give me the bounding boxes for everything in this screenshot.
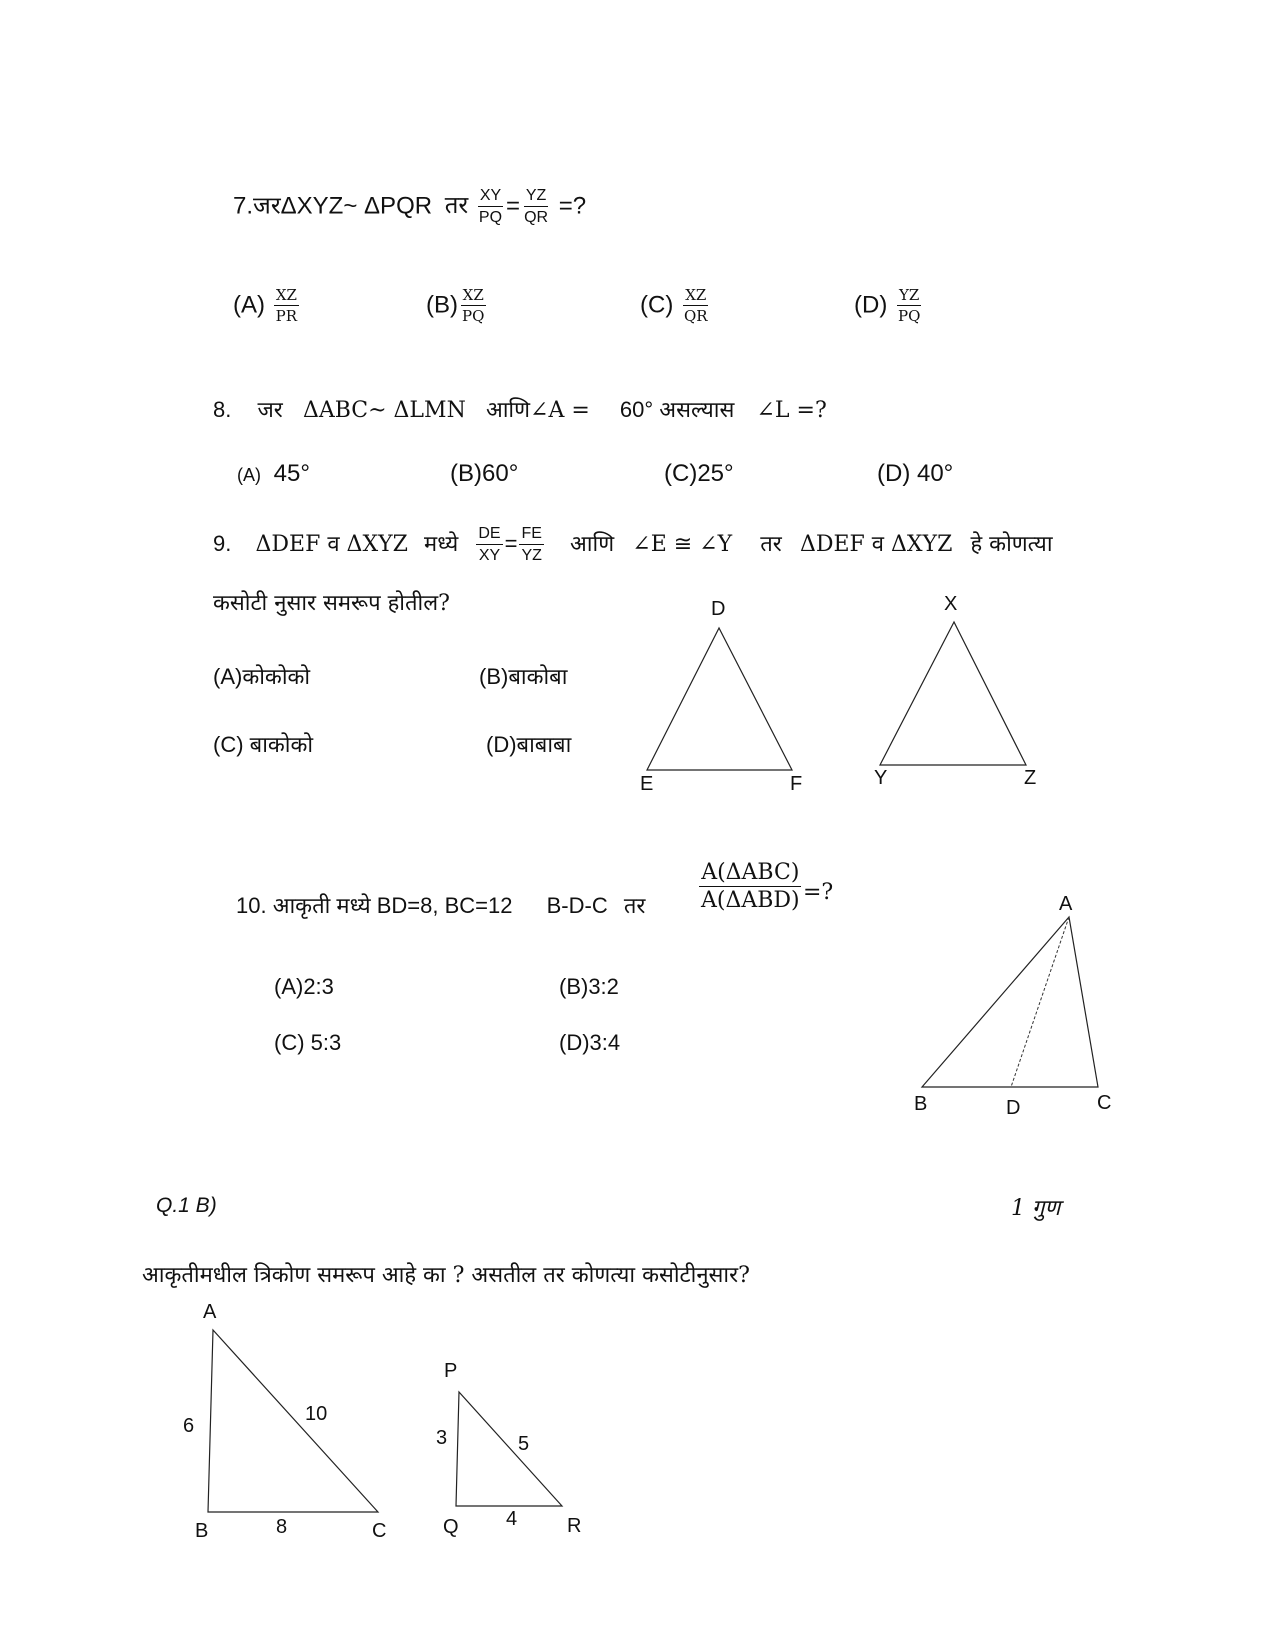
q9-tar: तर [760, 531, 782, 557]
label-b-2: B [195, 1520, 209, 1542]
label-q: Q [443, 1516, 459, 1538]
q10-tar: तर [623, 894, 646, 919]
label-p: P [444, 1360, 458, 1382]
triangle-abc-right [208, 1330, 378, 1512]
q10-frac-num: A(ΔABC) [701, 860, 800, 885]
label-b: B [914, 1093, 928, 1115]
q7-frac2-num: YZ [524, 188, 548, 207]
q10-option-b: (B)3:2 [559, 974, 619, 999]
q10-bdc: B-D-C [546, 893, 608, 918]
q9-madhye: मध्ये [424, 531, 459, 557]
q9-triangles-2: ΔDEF व ΔXYZ [799, 531, 953, 557]
side-qr: 4 [506, 1508, 518, 1530]
q8-option-a-value: 45° [273, 460, 310, 487]
q9-question-line2: कसोटी नुसार समरूप होतील? [213, 591, 450, 616]
q9-frac2-den: YZ [521, 547, 542, 564]
q9-option-b: (B)बाकोबा [479, 664, 568, 689]
side-ab: 6 [183, 1415, 195, 1437]
label-d-mid: D [1006, 1097, 1021, 1119]
label-z: Z [1024, 767, 1037, 789]
q9-triangles: ΔDEF व ΔXYZ [255, 531, 408, 557]
q9-angle-congruence: ∠E ≅ ∠Y [632, 531, 733, 557]
marks-label: 1 गुण [1011, 1196, 1061, 1221]
q9-option-a: (A)कोकोको [213, 664, 311, 689]
q7-option-a-den: PR [275, 307, 298, 325]
q7-option-d-num: YZ [899, 286, 920, 304]
q7-option-b-label: (B) [426, 291, 458, 319]
q7-option-c-num: XZ [685, 286, 707, 304]
q10-tail: =? [803, 880, 834, 905]
q8-option-c: (C)25° [664, 460, 734, 487]
q9-frac2-num: FE [519, 526, 543, 545]
section-heading: Q.1 B) [156, 1194, 217, 1217]
q8-option-b: (B)60° [450, 460, 519, 487]
q8-angle-l: ∠L =? [756, 398, 827, 423]
side-pr: 5 [518, 1433, 530, 1455]
side-bc: 8 [276, 1516, 288, 1538]
q7-eq: = [506, 192, 521, 220]
q7-tail: =? [558, 192, 587, 220]
q9-ani: आणि [570, 531, 615, 557]
q10-option-d: (D)3:4 [559, 1030, 621, 1055]
q10-option-c: (C) 5:3 [274, 1030, 342, 1055]
q7-option-c-label: (C) [640, 291, 674, 319]
q7-option-d-den: PQ [898, 307, 921, 325]
label-f: F [790, 773, 803, 795]
q1b-question: आकृतीमधील त्रिकोण समरूप आहे का ? असतील तर कोणत्या कसोटीनुसार? [142, 1263, 750, 1288]
q7-frac2-den: QR [524, 209, 549, 226]
q8-option-d: (D) 40° [877, 460, 954, 487]
q8-text-jar: जर [257, 398, 283, 423]
label-c: C [1097, 1092, 1112, 1114]
label-r: R [567, 1515, 582, 1537]
side-pq: 3 [436, 1427, 448, 1449]
q9-option-c: (C) बाकोको [213, 732, 314, 757]
q9-frac1-den: XY [478, 547, 501, 564]
q7-tar: तर [444, 191, 469, 220]
q7-option-d-label: (D) [854, 291, 888, 319]
label-x: X [944, 593, 958, 615]
q7-option-c-den: QR [684, 307, 708, 325]
q7-option-b-den: PQ [462, 307, 485, 325]
label-c-2: C [372, 1520, 387, 1542]
q9-frac1-num: DE [476, 526, 502, 545]
q8-value: 60° असल्यास [619, 397, 735, 422]
q9-kontya: हे कोणत्या [970, 531, 1053, 557]
label-a-2: A [203, 1301, 217, 1323]
label-a: A [1059, 893, 1073, 915]
q9-option-d: (D)बाबाबा [486, 732, 572, 757]
triangle-pqr-right [456, 1392, 562, 1506]
q8-number: 8. [213, 397, 232, 422]
q10-option-a: (A)2:3 [274, 974, 334, 999]
label-e: E [640, 773, 654, 795]
q9-eq: = [504, 530, 518, 556]
q7-frac1-den: PQ [478, 209, 503, 226]
side-ac: 10 [305, 1403, 328, 1425]
q7-lead: 7.जरΔXYZ~ ΔPQR [233, 192, 433, 220]
q10-text: 10. आकृती मध्ये BD=8, BC=12 [236, 893, 513, 918]
q7-option-a-num: XZ [275, 286, 297, 304]
q7-option-a-label: (A) [233, 291, 265, 319]
q7-frac1-num: XY [478, 188, 503, 207]
label-y: Y [874, 767, 888, 789]
q7-option-b-num: XZ [462, 286, 484, 304]
q10-frac-den: A(ΔABD) [701, 888, 800, 913]
q8-option-a-label: (A) [237, 465, 261, 485]
q8-angle-a: आणि∠A = [485, 398, 590, 423]
q9-number: 9. [213, 530, 232, 556]
q8-similarity: ΔABC~ ΔLMN [302, 398, 466, 423]
label-d: D [711, 598, 726, 620]
